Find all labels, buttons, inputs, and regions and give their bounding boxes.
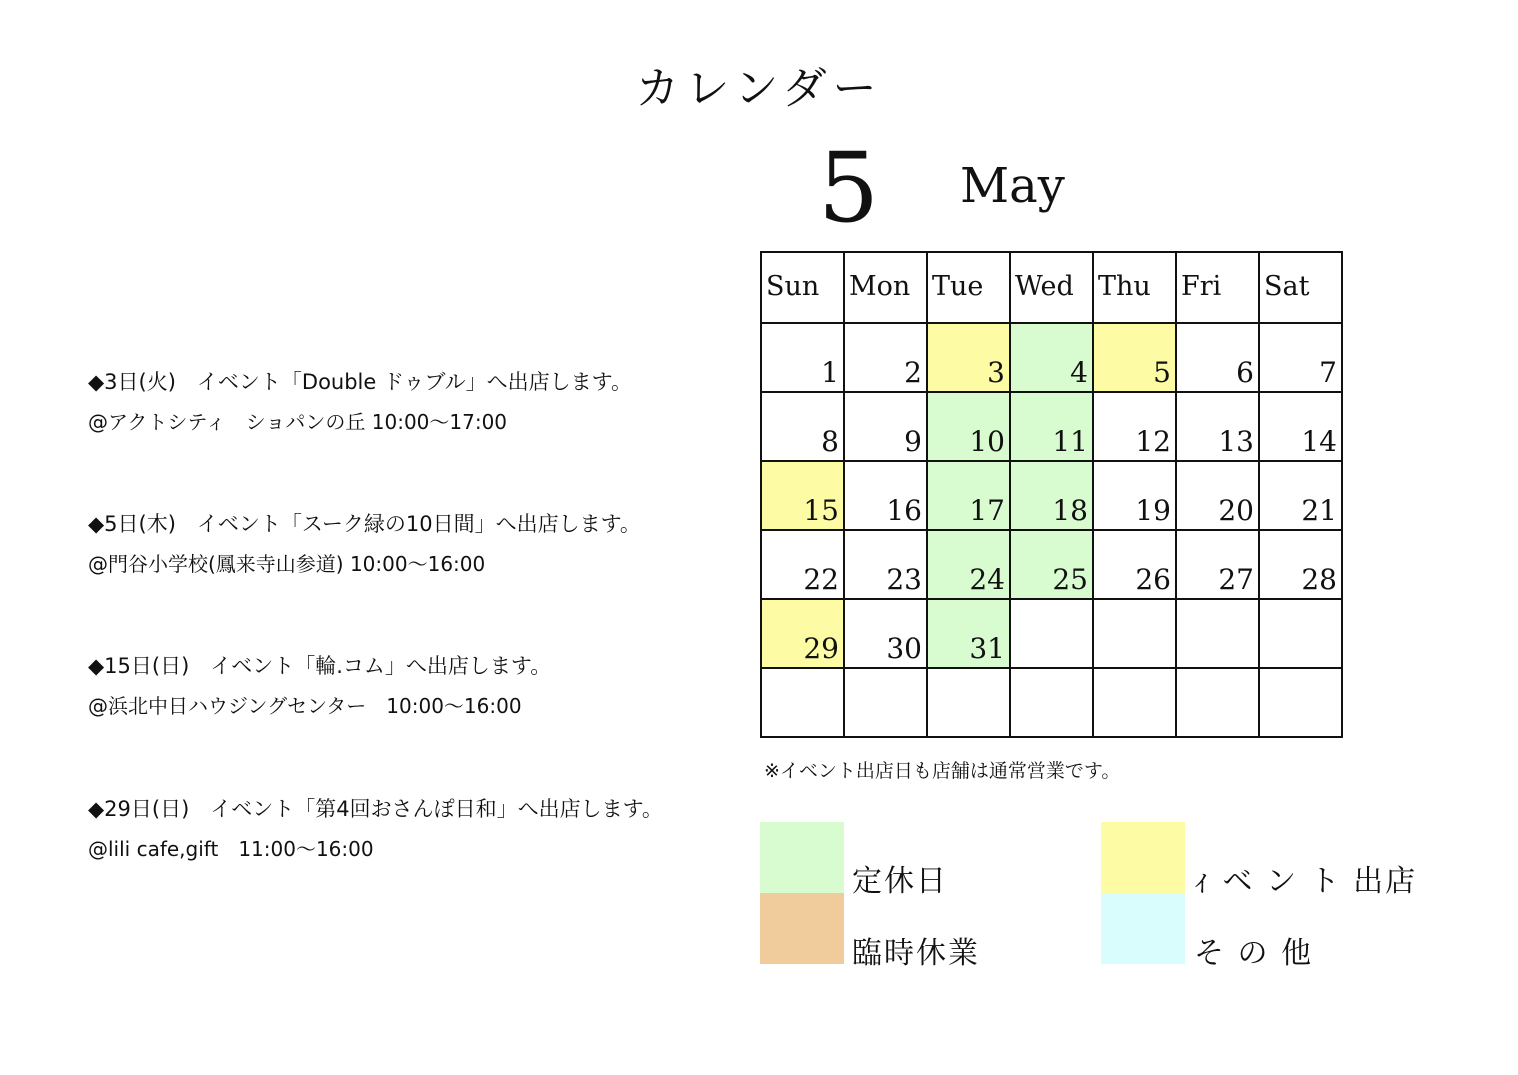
calendar-day-number: 7 bbox=[1319, 356, 1337, 389]
legend-swatch-other bbox=[1101, 893, 1185, 964]
event-headline: ◆5日(木) イベント「スーク緑の10日間」へ出店します。 bbox=[88, 512, 641, 536]
calendar-week-row bbox=[761, 668, 1342, 737]
calendar-day-cell bbox=[844, 392, 927, 461]
weekday-header: Fri bbox=[1176, 252, 1259, 323]
calendar-day-cell bbox=[844, 530, 927, 599]
event-headline: ◆3日(火) イベント「Double ドゥブル」へ出店します。 bbox=[88, 370, 632, 394]
calendar-day-number: 9 bbox=[904, 425, 922, 458]
calendar-day-cell bbox=[927, 530, 1010, 599]
calendar-day-number: 20 bbox=[1218, 494, 1254, 527]
calendar-day-cell bbox=[927, 323, 1010, 392]
calendar-day-cell bbox=[1176, 668, 1259, 737]
calendar-day-number: 8 bbox=[821, 425, 839, 458]
calendar-day-number: 31 bbox=[969, 632, 1005, 665]
weekday-header: Sat bbox=[1259, 252, 1342, 323]
calendar-day-number: 3 bbox=[987, 356, 1005, 389]
legend-label-temporary-closure: 臨時休業 bbox=[852, 936, 980, 971]
calendar-day-cell bbox=[844, 323, 927, 392]
calendar-day-number: 27 bbox=[1218, 563, 1254, 596]
legend-label-holiday: 定休日 bbox=[852, 864, 948, 899]
legend-swatch-holiday bbox=[760, 822, 844, 893]
event-place: @lili cafe,gift 11:00〜16:00 bbox=[88, 837, 374, 861]
month-name: May bbox=[960, 158, 1065, 214]
calendar-day-cell bbox=[844, 461, 927, 530]
calendar-grid bbox=[760, 251, 1343, 738]
calendar-day-number: 2 bbox=[904, 356, 922, 389]
calendar-day-cell bbox=[1093, 599, 1176, 668]
calendar-day-number: 25 bbox=[1052, 563, 1088, 596]
calendar-day-number: 24 bbox=[969, 563, 1005, 596]
calendar-day-number: 30 bbox=[886, 632, 922, 665]
calendar-day-cell bbox=[927, 461, 1010, 530]
calendar-day-cell bbox=[1176, 461, 1259, 530]
calendar-note: ※イベント出店日も店舗は通常営業です。 bbox=[764, 760, 1121, 782]
weekday-header-row bbox=[761, 252, 1342, 323]
calendar-day-cell bbox=[1176, 599, 1259, 668]
calendar-day-cell bbox=[1093, 461, 1176, 530]
weekday-header: Wed bbox=[1010, 252, 1093, 323]
calendar-day-cell bbox=[1093, 668, 1176, 737]
month-number: 5 bbox=[818, 132, 880, 244]
calendar-day-cell bbox=[927, 392, 1010, 461]
event-item bbox=[88, 366, 632, 435]
calendar-day-cell bbox=[761, 323, 844, 392]
weekday-header: Mon bbox=[844, 252, 927, 323]
calendar-day-cell bbox=[1010, 461, 1093, 530]
event-place: @アクトシティ ショパンの丘 10:00〜17:00 bbox=[88, 410, 508, 434]
event-item bbox=[88, 793, 663, 862]
calendar-day-number: 22 bbox=[803, 563, 839, 596]
calendar-day-cell bbox=[1093, 392, 1176, 461]
event-item bbox=[88, 650, 551, 719]
calendar-day-number: 28 bbox=[1301, 563, 1337, 596]
legend-label-event: ｨ ベ ン ト 出店 bbox=[1194, 864, 1418, 899]
calendar-week-row bbox=[761, 461, 1342, 530]
calendar-week-row bbox=[761, 530, 1342, 599]
calendar-week-row bbox=[761, 392, 1342, 461]
event-place: @門谷小学校(鳳来寺山参道) 10:00〜16:00 bbox=[88, 552, 486, 576]
calendar-day-cell bbox=[1093, 323, 1176, 392]
calendar-day-cell bbox=[1259, 461, 1342, 530]
calendar-day-cell bbox=[1259, 668, 1342, 737]
calendar-day-cell bbox=[844, 668, 927, 737]
calendar-day-cell bbox=[1259, 599, 1342, 668]
calendar-day-number: 18 bbox=[1052, 494, 1088, 527]
calendar-day-number: 4 bbox=[1070, 356, 1088, 389]
calendar-day-cell bbox=[927, 599, 1010, 668]
page-title: カレンダー bbox=[635, 63, 883, 114]
weekday-header: Thu bbox=[1093, 252, 1176, 323]
calendar-day-cell bbox=[761, 599, 844, 668]
calendar-day-cell bbox=[1010, 323, 1093, 392]
calendar-day-cell bbox=[761, 668, 844, 737]
calendar-day-number: 13 bbox=[1218, 425, 1254, 458]
calendar-day-cell bbox=[1176, 323, 1259, 392]
calendar-day-number: 12 bbox=[1135, 425, 1171, 458]
calendar-day-number: 19 bbox=[1135, 494, 1171, 527]
calendar-day-number: 16 bbox=[886, 494, 922, 527]
calendar-day-number: 17 bbox=[969, 494, 1005, 527]
calendar-day-cell bbox=[1259, 323, 1342, 392]
event-item bbox=[88, 508, 641, 577]
calendar-day-cell bbox=[1010, 530, 1093, 599]
calendar-day-number: 1 bbox=[821, 356, 839, 389]
legend-swatch-temporary-closure bbox=[760, 893, 844, 964]
event-headline: ◆29日(日) イベント「第4回おさんぽ日和」へ出店します。 bbox=[88, 797, 663, 821]
calendar-day-cell bbox=[761, 461, 844, 530]
calendar-day-number: 5 bbox=[1153, 356, 1171, 389]
calendar-day-number: 14 bbox=[1301, 425, 1337, 458]
calendar-day-number: 21 bbox=[1301, 494, 1337, 527]
weekday-header: Tue bbox=[927, 252, 1010, 323]
calendar-day-cell bbox=[1259, 530, 1342, 599]
calendar-day-cell bbox=[1010, 599, 1093, 668]
calendar-day-cell bbox=[1010, 668, 1093, 737]
calendar-day-number: 11 bbox=[1052, 425, 1088, 458]
calendar-day-number: 26 bbox=[1135, 563, 1171, 596]
calendar-day-cell bbox=[1093, 530, 1176, 599]
calendar-week-row bbox=[761, 323, 1342, 392]
weekday-header: Sun bbox=[761, 252, 844, 323]
calendar-day-number: 15 bbox=[803, 494, 839, 527]
calendar-day-cell bbox=[1010, 392, 1093, 461]
event-headline: ◆15日(日) イベント「輪.コム」へ出店します。 bbox=[88, 654, 552, 678]
calendar-day-cell bbox=[927, 668, 1010, 737]
calendar-day-number: 29 bbox=[803, 632, 839, 665]
calendar-day-cell bbox=[761, 530, 844, 599]
calendar-day-cell bbox=[1259, 392, 1342, 461]
calendar-day-cell bbox=[1176, 530, 1259, 599]
legend-label-other: そ の 他 bbox=[1194, 936, 1314, 971]
calendar-day-number: 23 bbox=[886, 563, 922, 596]
calendar-week-row bbox=[761, 599, 1342, 668]
calendar-day-number: 10 bbox=[969, 425, 1005, 458]
event-place: @浜北中日ハウジングセンター 10:00〜16:00 bbox=[88, 694, 522, 718]
calendar-day-number: 6 bbox=[1236, 356, 1254, 389]
calendar-day-cell bbox=[1176, 392, 1259, 461]
calendar-day-cell bbox=[761, 392, 844, 461]
calendar-day-cell bbox=[844, 599, 927, 668]
legend-swatch-event bbox=[1101, 822, 1185, 893]
